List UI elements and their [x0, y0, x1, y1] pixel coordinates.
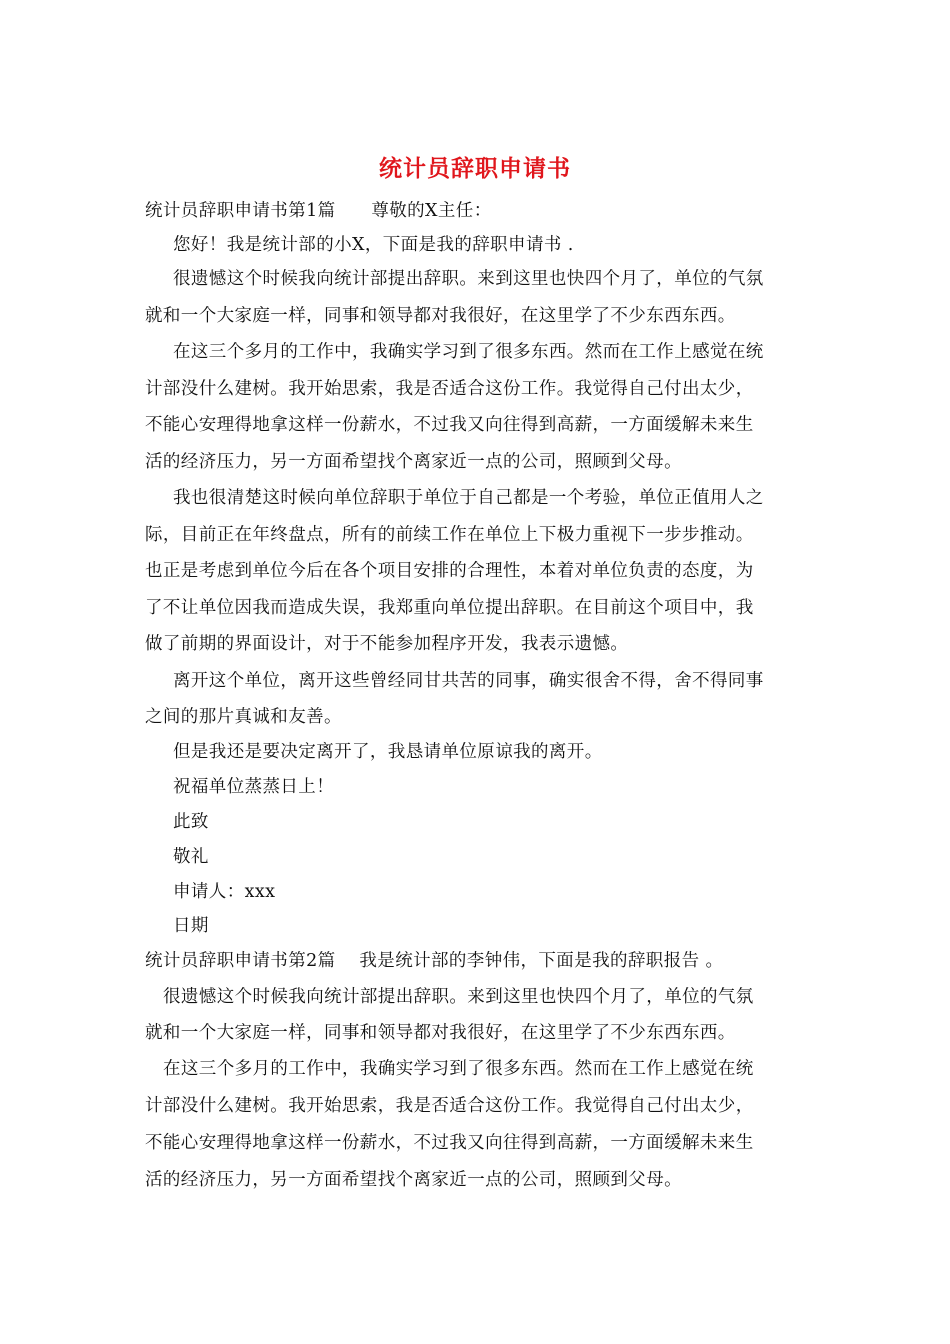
text-line: 在这三个多月的工作中，我确实学习到了很多东西。然而在工作上感觉在统 [163, 1059, 754, 1079]
text-line: 您好！我是统计部的小X，下面是我的辞职申请书 . [173, 235, 574, 255]
text-line: 祝福单位蒸蒸日上！ [173, 777, 335, 797]
text-line: 不能心安理得地拿这样一份薪水，不过我又向往得到高薪，一方面缓解未来生 [145, 415, 754, 435]
text-line: 活的经济压力，另一方面希望找个离家近一点的公司，照顾到父母。 [145, 452, 682, 472]
text-line: 际，目前正在年终盘点，所有的前续工作在单位上下极力重视下一步步推动。 [145, 525, 754, 545]
text-line: 了不让单位因我而造成失误，我郑重向单位提出辞职。在目前这个项目中，我 [145, 598, 754, 618]
text-line: 日期 [173, 916, 209, 936]
text-line: 但是我还是要决定离开了，我恳请单位原谅我的离开。 [173, 742, 603, 762]
document-title: 统计员辞职申请书 [379, 156, 571, 182]
text-line: 申请人：xxx [173, 882, 276, 902]
text-line: 离开这个单位，离开这些曾经同甘共苦的同事，确实很舍不得，舍不得同事 [173, 671, 764, 691]
text-line: 统计员辞职申请书第1篇 尊敬的X主任： [145, 201, 492, 221]
text-line: 做了前期的界面设计，对于不能参加程序开发，我表示遗憾。 [145, 634, 629, 654]
text-line: 活的经济压力，另一方面希望找个离家近一点的公司，照顾到父母。 [145, 1170, 682, 1190]
text-line: 很遗憾这个时候我向统计部提出辞职。来到这里也快四个月了，单位的气氛 [163, 987, 754, 1007]
text-line: 就和一个大家庭一样，同事和领导都对我很好，在这里学了不少东西东西。 [145, 306, 736, 326]
text-line: 此致 [173, 812, 209, 832]
text-line: 计部没什么建树。我开始思索，我是否适合这份工作。我觉得自己付出太少， [145, 1096, 754, 1116]
text-line: 就和一个大家庭一样，同事和领导都对我很好，在这里学了不少东西东西。 [145, 1023, 736, 1043]
text-line: 之间的那片真诚和友善。 [145, 707, 342, 727]
text-line: 也正是考虑到单位今后在各个项目安排的合理性，本着对单位负责的态度，为 [145, 561, 754, 581]
text-line: 很遗憾这个时候我向统计部提出辞职。来到这里也快四个月了，单位的气氛 [173, 269, 764, 289]
text-line: 敬礼 [173, 847, 209, 867]
text-line: 我也很清楚这时候向单位辞职于单位于自己都是一个考验，单位正值用人之 [173, 488, 764, 508]
text-line: 计部没什么建树。我开始思索，我是否适合这份工作。我觉得自己付出太少， [145, 379, 754, 399]
text-line: 统计员辞职申请书第2篇 我是统计部的李钟伟，下面是我的辞职报告 。 [145, 951, 724, 971]
text-line: 在这三个多月的工作中，我确实学习到了很多东西。然而在工作上感觉在统 [173, 342, 764, 362]
text-line: 不能心安理得地拿这样一份薪水，不过我又向往得到高薪，一方面缓解未来生 [145, 1133, 754, 1153]
